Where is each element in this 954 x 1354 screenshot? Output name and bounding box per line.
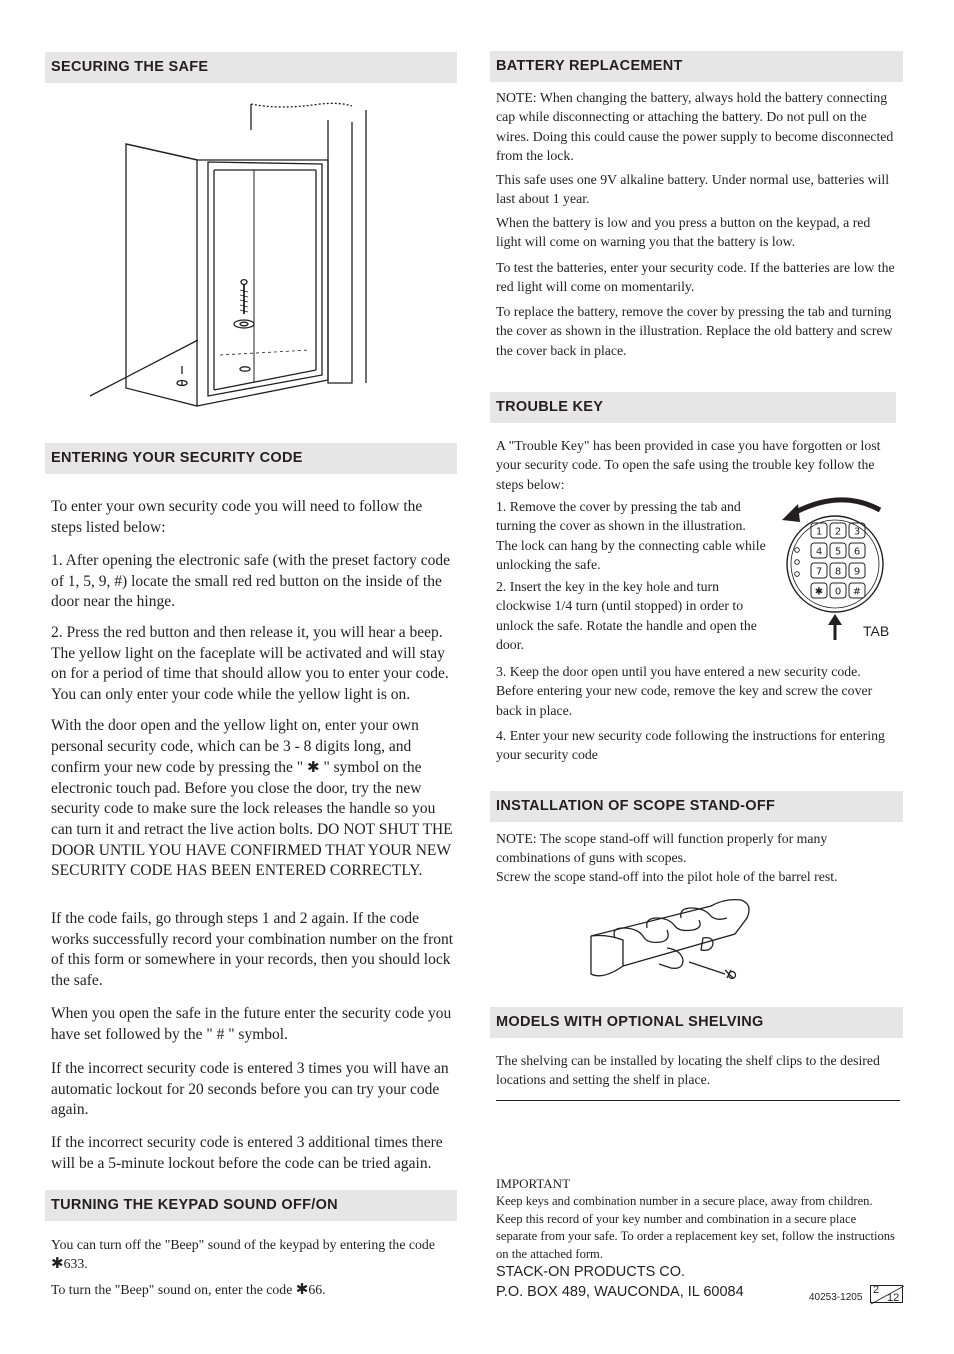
keypad-key-label: 9 bbox=[853, 566, 861, 578]
sound-off-text-a: You can turn off the "Beep" sound of the keypad by entering the code bbox=[51, 1237, 435, 1252]
keypad-sound-off bbox=[51, 1235, 451, 1274]
entering-lockout-5min: If the incorrect security code is entered 3 additional times there will be a 5-minute lockout before the code can be tried again. bbox=[51, 1134, 443, 1172]
entering-confirm-paragraph bbox=[51, 716, 457, 882]
keypad-illustration bbox=[780, 492, 890, 642]
keypad-key-label: 2 bbox=[834, 526, 842, 538]
confirm-text-b: " symbol on the electronic touch pad. Before you close the door, try the new security code to make sure the lock releases the handle so you can turn it and retract the live action bolts. DO NOT SHUT THE DOOR UNTIL YOU HAVE CONFIRMED THAT YOUR NEW SECURITY CODE HAS BEEN ENTERED CORRECTLY. bbox=[51, 759, 453, 880]
confirm-text-a: With the door open and the yellow light on, enter your own personal security code, which can be 3 - 8 digits long, and confirm your new code by pressing the " bbox=[51, 717, 419, 777]
section-header-trouble-key: TROUBLE KEY bbox=[490, 392, 896, 423]
section-header-scope: INSTALLATION OF SCOPE STAND-OFF bbox=[490, 791, 903, 822]
keypad-key-label: 3 bbox=[853, 526, 861, 538]
sound-on-text-b: 66. bbox=[308, 1282, 326, 1297]
company-address: P.O. BOX 489, WAUCONDA, IL 60084 bbox=[496, 1284, 744, 1300]
battery-low-warning: When the battery is low and you press a button on the keypad, a red light will come on warning you that the battery is low. bbox=[496, 215, 871, 250]
asterisk-key-symbol: ✱ bbox=[295, 1280, 309, 1298]
important-label: IMPORTANT bbox=[496, 1176, 571, 1191]
keypad-key-label: 7 bbox=[815, 566, 823, 578]
battery-test: To test the batteries, enter your security code. If the batteries are low the red light will come on momentarily. bbox=[496, 260, 895, 295]
section-header-shelving: MODELS WITH OPTIONAL SHELVING bbox=[490, 1007, 903, 1038]
section-header-battery: BATTERY REPLACEMENT bbox=[490, 51, 903, 82]
section-header-securing: SECURING THE SAFE bbox=[45, 52, 457, 83]
asterisk-key-symbol: ✱ bbox=[307, 758, 320, 777]
keypad-key-label: ✱ bbox=[814, 586, 824, 598]
entering-code-fails: If the code fails, go through steps 1 and 2 again. If the code works successfully record your combination number on the front of this form or somewhere in your records, then you should lock the safe. bbox=[51, 910, 454, 989]
safe-mounting-illustration bbox=[90, 100, 380, 410]
page-number-box bbox=[870, 1285, 903, 1303]
trouble-key-step-2: 2. Insert the key in the key hole and turn clockwise 1/4 turn (until stopped) in order to unlock the safe. Rotate the handle and open the door. bbox=[496, 579, 757, 652]
keypad-keys bbox=[811, 523, 865, 598]
divider-line bbox=[496, 1100, 900, 1101]
battery-type: This safe uses one 9V alkaline battery. Under normal use, batteries will last about 1 year. bbox=[496, 172, 890, 207]
keypad-key-label: 8 bbox=[834, 566, 842, 578]
scope-instructions: Screw the scope stand-off into the pilot hole of the barrel rest. bbox=[496, 869, 838, 884]
trouble-key-step-4: 4. Enter your new security code following the instructions for entering your security code bbox=[496, 728, 885, 763]
page-current: 2 bbox=[873, 1284, 880, 1296]
keypad-key-label: 5 bbox=[834, 546, 842, 558]
battery-note: NOTE: When changing the battery, always hold the battery connecting cap while disconnecting or attaching the battery. Do not pull on the wires. Doing this could cause the power supply to become disconnected from the lock. bbox=[496, 90, 894, 163]
trouble-key-step-1: 1. Remove the cover by pressing the tab and turning the cover as shown in the illustration. The lock can hang by the connecting cable while unlocking the safe. bbox=[496, 499, 766, 572]
scope-standoff-illustration bbox=[585, 892, 760, 987]
entering-lockout-20s: If the incorrect security code is entered 3 times you will have an automatic lockout for 20 seconds before you can try your code again. bbox=[51, 1060, 449, 1119]
trouble-key-step-3: 3. Keep the door open until you have entered a new security code. Before entering your new code, remove the key and screw the cover back in place. bbox=[496, 664, 873, 718]
document-number: 40253-1205 bbox=[809, 1292, 863, 1303]
rotation-arrow bbox=[792, 500, 880, 514]
entering-future-use: When you open the safe in the future enter the security code you have set followed by the " # " symbol. bbox=[51, 1005, 452, 1043]
sound-off-text-b: 633. bbox=[63, 1256, 88, 1272]
keypad-key-label: # bbox=[852, 586, 862, 598]
entering-step-1: 1. After opening the electronic safe (with the preset factory code of 1, 5, 9, #) locate the small red red button on the inside of the door near the hinge. bbox=[51, 552, 450, 611]
keypad-key-label: 6 bbox=[853, 546, 861, 558]
shelving-instructions: The shelving can be installed by locating the shelf clips to the desired locations and setting the shelf in place. bbox=[496, 1053, 880, 1088]
company-name: STACK-ON PRODUCTS CO. bbox=[496, 1264, 686, 1280]
scope-note: NOTE: The scope stand-off will function properly for many combinations of guns with scopes. bbox=[496, 831, 828, 866]
page-total: 12 bbox=[887, 1292, 900, 1304]
section-header-keypad-sound: TURNING THE KEYPAD SOUND OFF/ON bbox=[45, 1190, 457, 1221]
keypad-key-label: 0 bbox=[834, 586, 842, 598]
important-text: Keep keys and combination number in a secure place, away from children. Keep this record of your key number and combination in a secure place separate from your safe. To order a replacement key set, follow the instructions on the attached form. bbox=[496, 1194, 895, 1261]
sound-on-text-a: To turn the "Beep" sound on, enter the code bbox=[51, 1282, 296, 1297]
entering-intro: To enter your own security code you will need to follow the steps listed below: bbox=[51, 498, 423, 536]
keypad-key-label: 1 bbox=[815, 526, 823, 538]
tab-label: TAB bbox=[863, 623, 890, 639]
section-header-entering: ENTERING YOUR SECURITY CODE bbox=[45, 443, 457, 474]
keypad-key-label: 4 bbox=[815, 546, 823, 558]
keypad-sound-on bbox=[51, 1280, 451, 1299]
battery-replace: To replace the battery, remove the cover by pressing the tab and turning the cover as shown in the illustration. Replace the old battery and screw the cover back in place. bbox=[496, 304, 893, 358]
asterisk-key-symbol: ✱ bbox=[51, 1254, 64, 1273]
entering-step-2: 2. Press the red button and then release it, you will hear a beep. The yellow light on the faceplate will be activated and will stay on for a period of time that should allow you to enter your code. You can only enter your code while the yellow light is on. bbox=[51, 624, 449, 703]
trouble-key-intro: A "Trouble Key" has been provided in case you have forgotten or lost your security code. To open the safe using the trouble key follow the steps below: bbox=[496, 438, 881, 492]
